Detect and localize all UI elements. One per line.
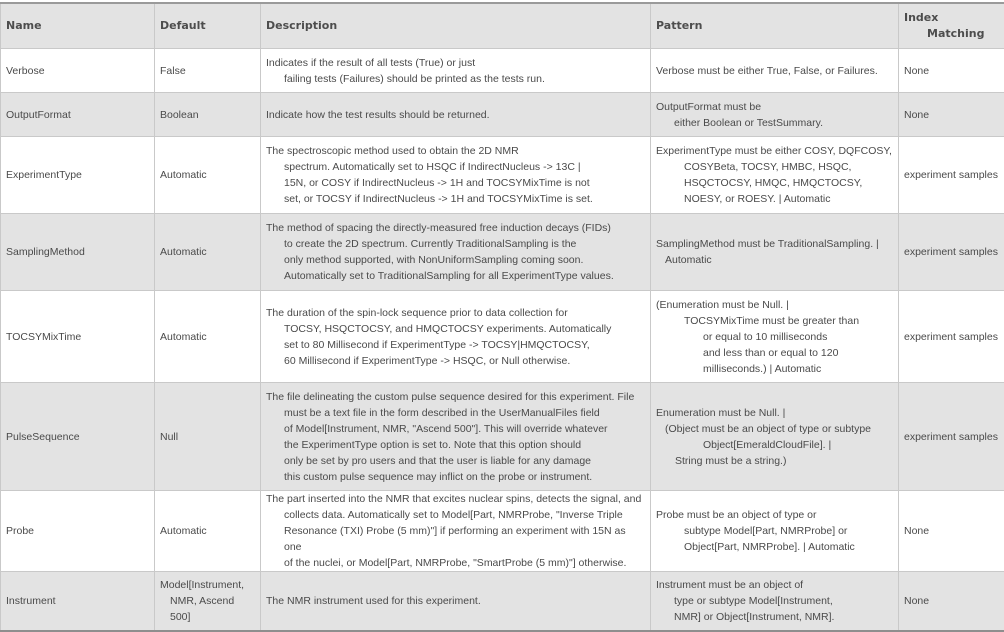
pattern-line: Object[Part, NMRProbe]. | Automatic — [656, 539, 893, 555]
option-default — [155, 291, 261, 383]
option-index-matching: None — [899, 572, 1004, 631]
header-pattern: Pattern — [651, 3, 899, 49]
default-line: Null — [160, 429, 255, 445]
option-description — [261, 214, 651, 291]
option-index-matching: None — [899, 49, 1004, 93]
description-line: The spectroscopic method used to obtain the 2D NMR — [266, 143, 645, 159]
option-index-matching: None — [899, 93, 1004, 137]
option-default — [155, 383, 261, 491]
pattern-line: and less than or equal to 120 — [656, 345, 893, 361]
table-row — [1, 572, 1004, 631]
pattern-line: Automatic — [656, 252, 893, 268]
default-line: Automatic — [160, 329, 255, 345]
description-line: The part inserted into the NMR that excites nuclear spins, detects the signal, and — [266, 491, 645, 507]
table-row — [1, 291, 1004, 383]
description-line: must be a text file in the form described in the UserManualFiles field — [266, 405, 645, 421]
description-line: set to 80 Millisecond if ExperimentType -> TOCSY|HMQCTOCSY, — [266, 337, 645, 353]
options-table — [0, 2, 1004, 632]
description-line: spectrum. Automatically set to HSQC if IndirectNucleus -> 13C | — [266, 159, 645, 175]
pattern-line: Object[EmeraldCloudFile]. | — [656, 437, 893, 453]
description-line: the ExperimentType option is set to. Note that this option should — [266, 437, 645, 453]
pattern-line: type or subtype Model[Instrument, — [656, 593, 893, 609]
description-line: 15N, or COSY if IndirectNucleus -> 1H and TOCSYMixTime is not — [266, 175, 645, 191]
default-line: Model[Instrument, — [160, 577, 255, 593]
option-pattern — [651, 137, 899, 214]
default-line: Automatic — [160, 244, 255, 260]
option-description — [261, 291, 651, 383]
pattern-line: (Object must be an object of type or subtype — [656, 421, 893, 437]
description-line: Indicates if the result of all tests (True) or just — [266, 55, 645, 71]
pattern-line: OutputFormat must be — [656, 99, 893, 115]
description-line: collects data. Automatically set to Model[Part, NMRProbe, "Inverse Triple — [266, 507, 645, 523]
description-line: Resonance (TXI) Probe (5 mm)"] if performing an experiment with 15N as one — [266, 523, 645, 555]
option-pattern — [651, 491, 899, 572]
pattern-line: NMR] or Object[Instrument, NMR]. — [656, 609, 893, 625]
default-line: False — [160, 63, 255, 79]
option-description — [261, 49, 651, 93]
pattern-line: Instrument must be an object of — [656, 577, 893, 593]
option-name: PulseSequence — [1, 383, 155, 491]
table-row — [1, 214, 1004, 291]
description-line: TOCSY, HSQCTOCSY, and HMQCTOCSY experiments. Automatically — [266, 321, 645, 337]
option-pattern — [651, 93, 899, 137]
pattern-line: TOCSYMixTime must be greater than — [656, 313, 893, 329]
option-name: OutputFormat — [1, 93, 155, 137]
option-index-matching: experiment samples — [899, 214, 1004, 291]
description-line: The NMR instrument used for this experiment. — [266, 593, 645, 609]
header-default: Default — [155, 3, 261, 49]
option-name: Probe — [1, 491, 155, 572]
option-index-matching: experiment samples — [899, 291, 1004, 383]
pattern-line: subtype Model[Part, NMRProbe] or — [656, 523, 893, 539]
option-index-matching: experiment samples — [899, 137, 1004, 214]
pattern-line: Probe must be an object of type or — [656, 507, 893, 523]
description-line: Automatically set to TraditionalSampling for all ExperimentType values. — [266, 268, 645, 284]
pattern-line: SamplingMethod must be TraditionalSampling. | — [656, 236, 893, 252]
option-name: Verbose — [1, 49, 155, 93]
description-line: to create the 2D spectrum. Currently TraditionalSampling is the — [266, 236, 645, 252]
option-index-matching: None — [899, 491, 1004, 572]
pattern-line: ExperimentType must be either COSY, DQFCOSY, — [656, 143, 893, 159]
header-index-matching-line1: Index — [904, 10, 1001, 26]
pattern-line: NOESY, or ROESY. | Automatic — [656, 191, 893, 207]
header-index-matching-line2: Matching — [904, 26, 1001, 42]
description-line: 60 Millisecond if ExperimentType -> HSQC, or Null otherwise. — [266, 353, 645, 369]
option-pattern — [651, 291, 899, 383]
description-line: only be set by pro users and that the user is liable for any damage — [266, 453, 645, 469]
header-row — [1, 3, 1004, 49]
table-row — [1, 383, 1004, 491]
description-line: Indicate how the test results should be returned. — [266, 107, 645, 123]
description-line: The duration of the spin-lock sequence prior to data collection for — [266, 305, 645, 321]
option-pattern — [651, 572, 899, 631]
pattern-line: milliseconds.) | Automatic — [656, 361, 893, 377]
default-line: Automatic — [160, 523, 255, 539]
description-line: only method supported, with NonUniformSampling coming soon. — [266, 252, 645, 268]
pattern-line: String must be a string.) — [656, 453, 893, 469]
option-pattern — [651, 383, 899, 491]
option-pattern — [651, 214, 899, 291]
option-pattern — [651, 49, 899, 93]
option-default — [155, 137, 261, 214]
description-line: The file delineating the custom pulse sequence desired for this experiment. File — [266, 389, 645, 405]
option-description — [261, 491, 651, 572]
default-line: NMR, Ascend 500] — [160, 593, 255, 625]
table-row — [1, 137, 1004, 214]
option-name: TOCSYMixTime — [1, 291, 155, 383]
option-name: Instrument — [1, 572, 155, 631]
header-index-matching — [899, 3, 1004, 49]
header-description: Description — [261, 3, 651, 49]
default-line: Boolean — [160, 107, 255, 123]
option-default — [155, 491, 261, 572]
option-name: SamplingMethod — [1, 214, 155, 291]
default-line: Automatic — [160, 167, 255, 183]
table-row — [1, 49, 1004, 93]
table-row — [1, 93, 1004, 137]
description-line: failing tests (Failures) should be printed as the tests run. — [266, 71, 645, 87]
option-default — [155, 572, 261, 631]
description-line: set, or TOCSY if IndirectNucleus -> 1H and TOCSYMixTime is set. — [266, 191, 645, 207]
option-default — [155, 49, 261, 93]
pattern-line: either Boolean or TestSummary. — [656, 115, 893, 131]
pattern-line: Verbose must be either True, False, or Failures. — [656, 63, 893, 79]
option-index-matching: experiment samples — [899, 383, 1004, 491]
option-default — [155, 214, 261, 291]
option-description — [261, 93, 651, 137]
pattern-line: Enumeration must be Null. | — [656, 405, 893, 421]
option-name: ExperimentType — [1, 137, 155, 214]
description-line: of the nuclei, or Model[Part, NMRProbe, "SmartProbe (5 mm)"] otherwise. — [266, 555, 645, 571]
description-line: this custom pulse sequence may inflict on the probe or instrument. — [266, 469, 645, 485]
pattern-line: (Enumeration must be Null. | — [656, 297, 893, 313]
option-description — [261, 137, 651, 214]
pattern-line: HSQCTOCSY, HMQC, HMQCTOCSY, — [656, 175, 893, 191]
description-line: of Model[Instrument, NMR, "Ascend 500"]. This will override whatever — [266, 421, 645, 437]
pattern-line: or equal to 10 milliseconds — [656, 329, 893, 345]
description-line: The method of spacing the directly-measured free induction decays (FIDs) — [266, 220, 645, 236]
pattern-line: COSYBeta, TOCSY, HMBC, HSQC, — [656, 159, 893, 175]
header-name: Name — [1, 3, 155, 49]
option-description — [261, 572, 651, 631]
table-row — [1, 491, 1004, 572]
option-description — [261, 383, 651, 491]
option-default — [155, 93, 261, 137]
